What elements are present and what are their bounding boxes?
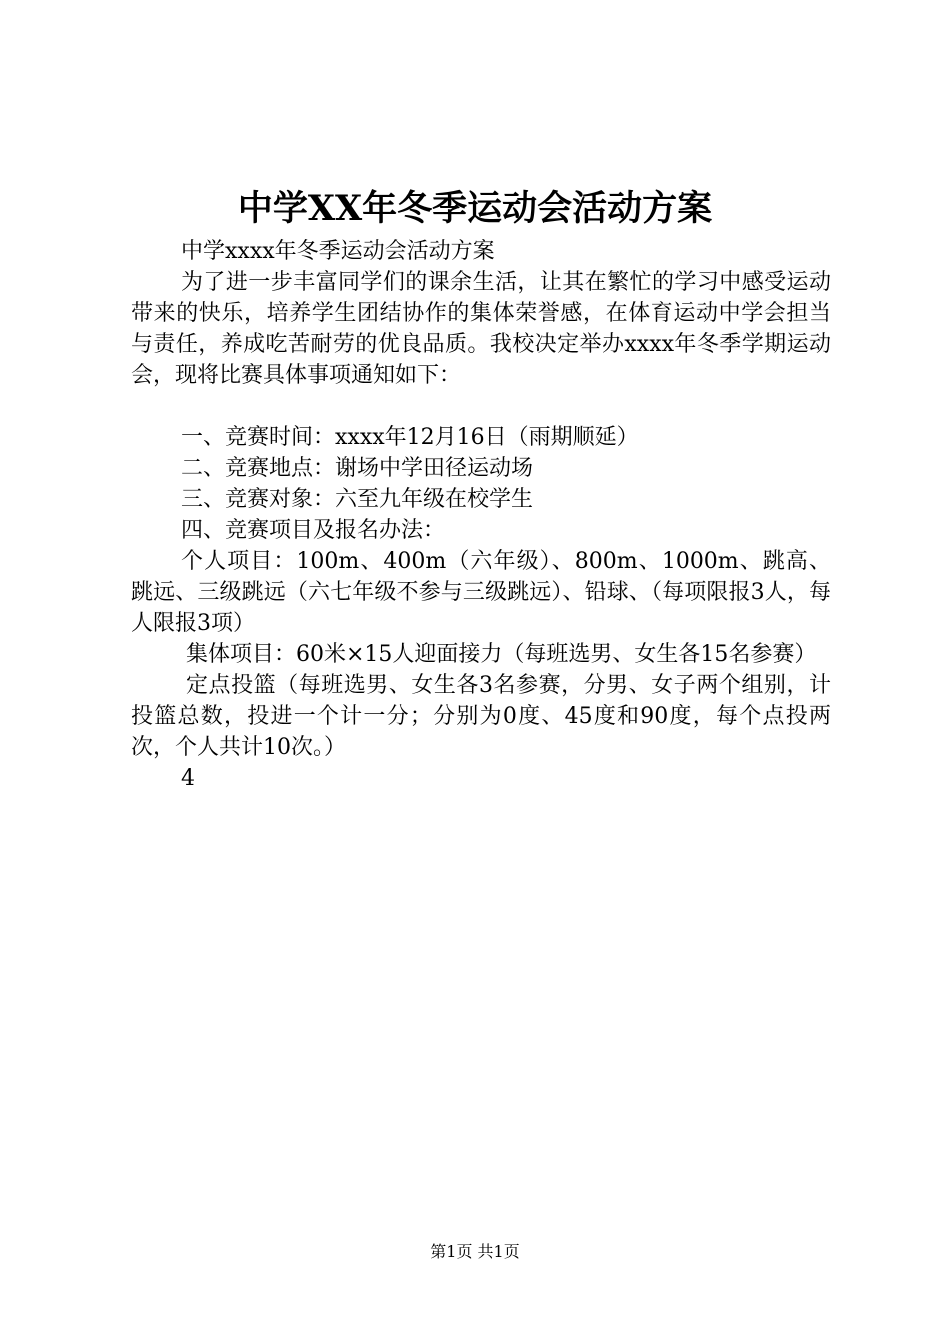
events-registration-paragraph: 四、竞赛项目及报名办法： bbox=[181, 518, 446, 543]
competition-time-paragraph: 一、竞赛时间：xxxx年12月16日（雨期顺延） bbox=[181, 425, 639, 450]
page-number: 第1页 共1页 bbox=[430, 1242, 520, 1261]
team-events-paragraph: 集体项目：60米×15人迎面接力（每班选男、女生各15名参赛） bbox=[186, 642, 817, 667]
page-footer bbox=[0, 1241, 950, 1263]
individual-events-paragraph: 个人项目：100m、400m（六年级）、800m、1000m、跳高、跳远、三级跳远（六七年级不参与三级跳远）、铅球、（每项限报3人，每人限报3项） bbox=[131, 549, 831, 636]
shooting-event-paragraph: 定点投篮（每班选男、女生各3名参赛，分男、女子两个组别，计投篮总数，投进一个计一分；分别为0度、45度和90度，每个点投两次，个人共计10次。） bbox=[131, 673, 831, 760]
document-body bbox=[131, 236, 831, 794]
competition-participants-paragraph: 三、竞赛对象：六至九年级在校学生 bbox=[181, 487, 534, 512]
subtitle-paragraph: 中学xxxx年冬季运动会活动方案 bbox=[181, 239, 495, 264]
page-title: 中学XX年冬季运动会活动方案 bbox=[237, 188, 713, 229]
competition-venue-paragraph: 二、竞赛地点：谢场中学田径运动场 bbox=[181, 456, 534, 481]
intro-paragraph: 为了进一步丰富同学们的课余生活，让其在繁忙的学习中感受运动带来的快乐，培养学生团结协作的集体荣誉感，在体育运动中学会担当与责任，养成吃苦耐劳的优良品质。我校决定举办xxxx年冬季学期运动会，现将比赛具体事项通知如下： bbox=[131, 270, 831, 388]
section-number-paragraph: 4 bbox=[181, 766, 195, 791]
